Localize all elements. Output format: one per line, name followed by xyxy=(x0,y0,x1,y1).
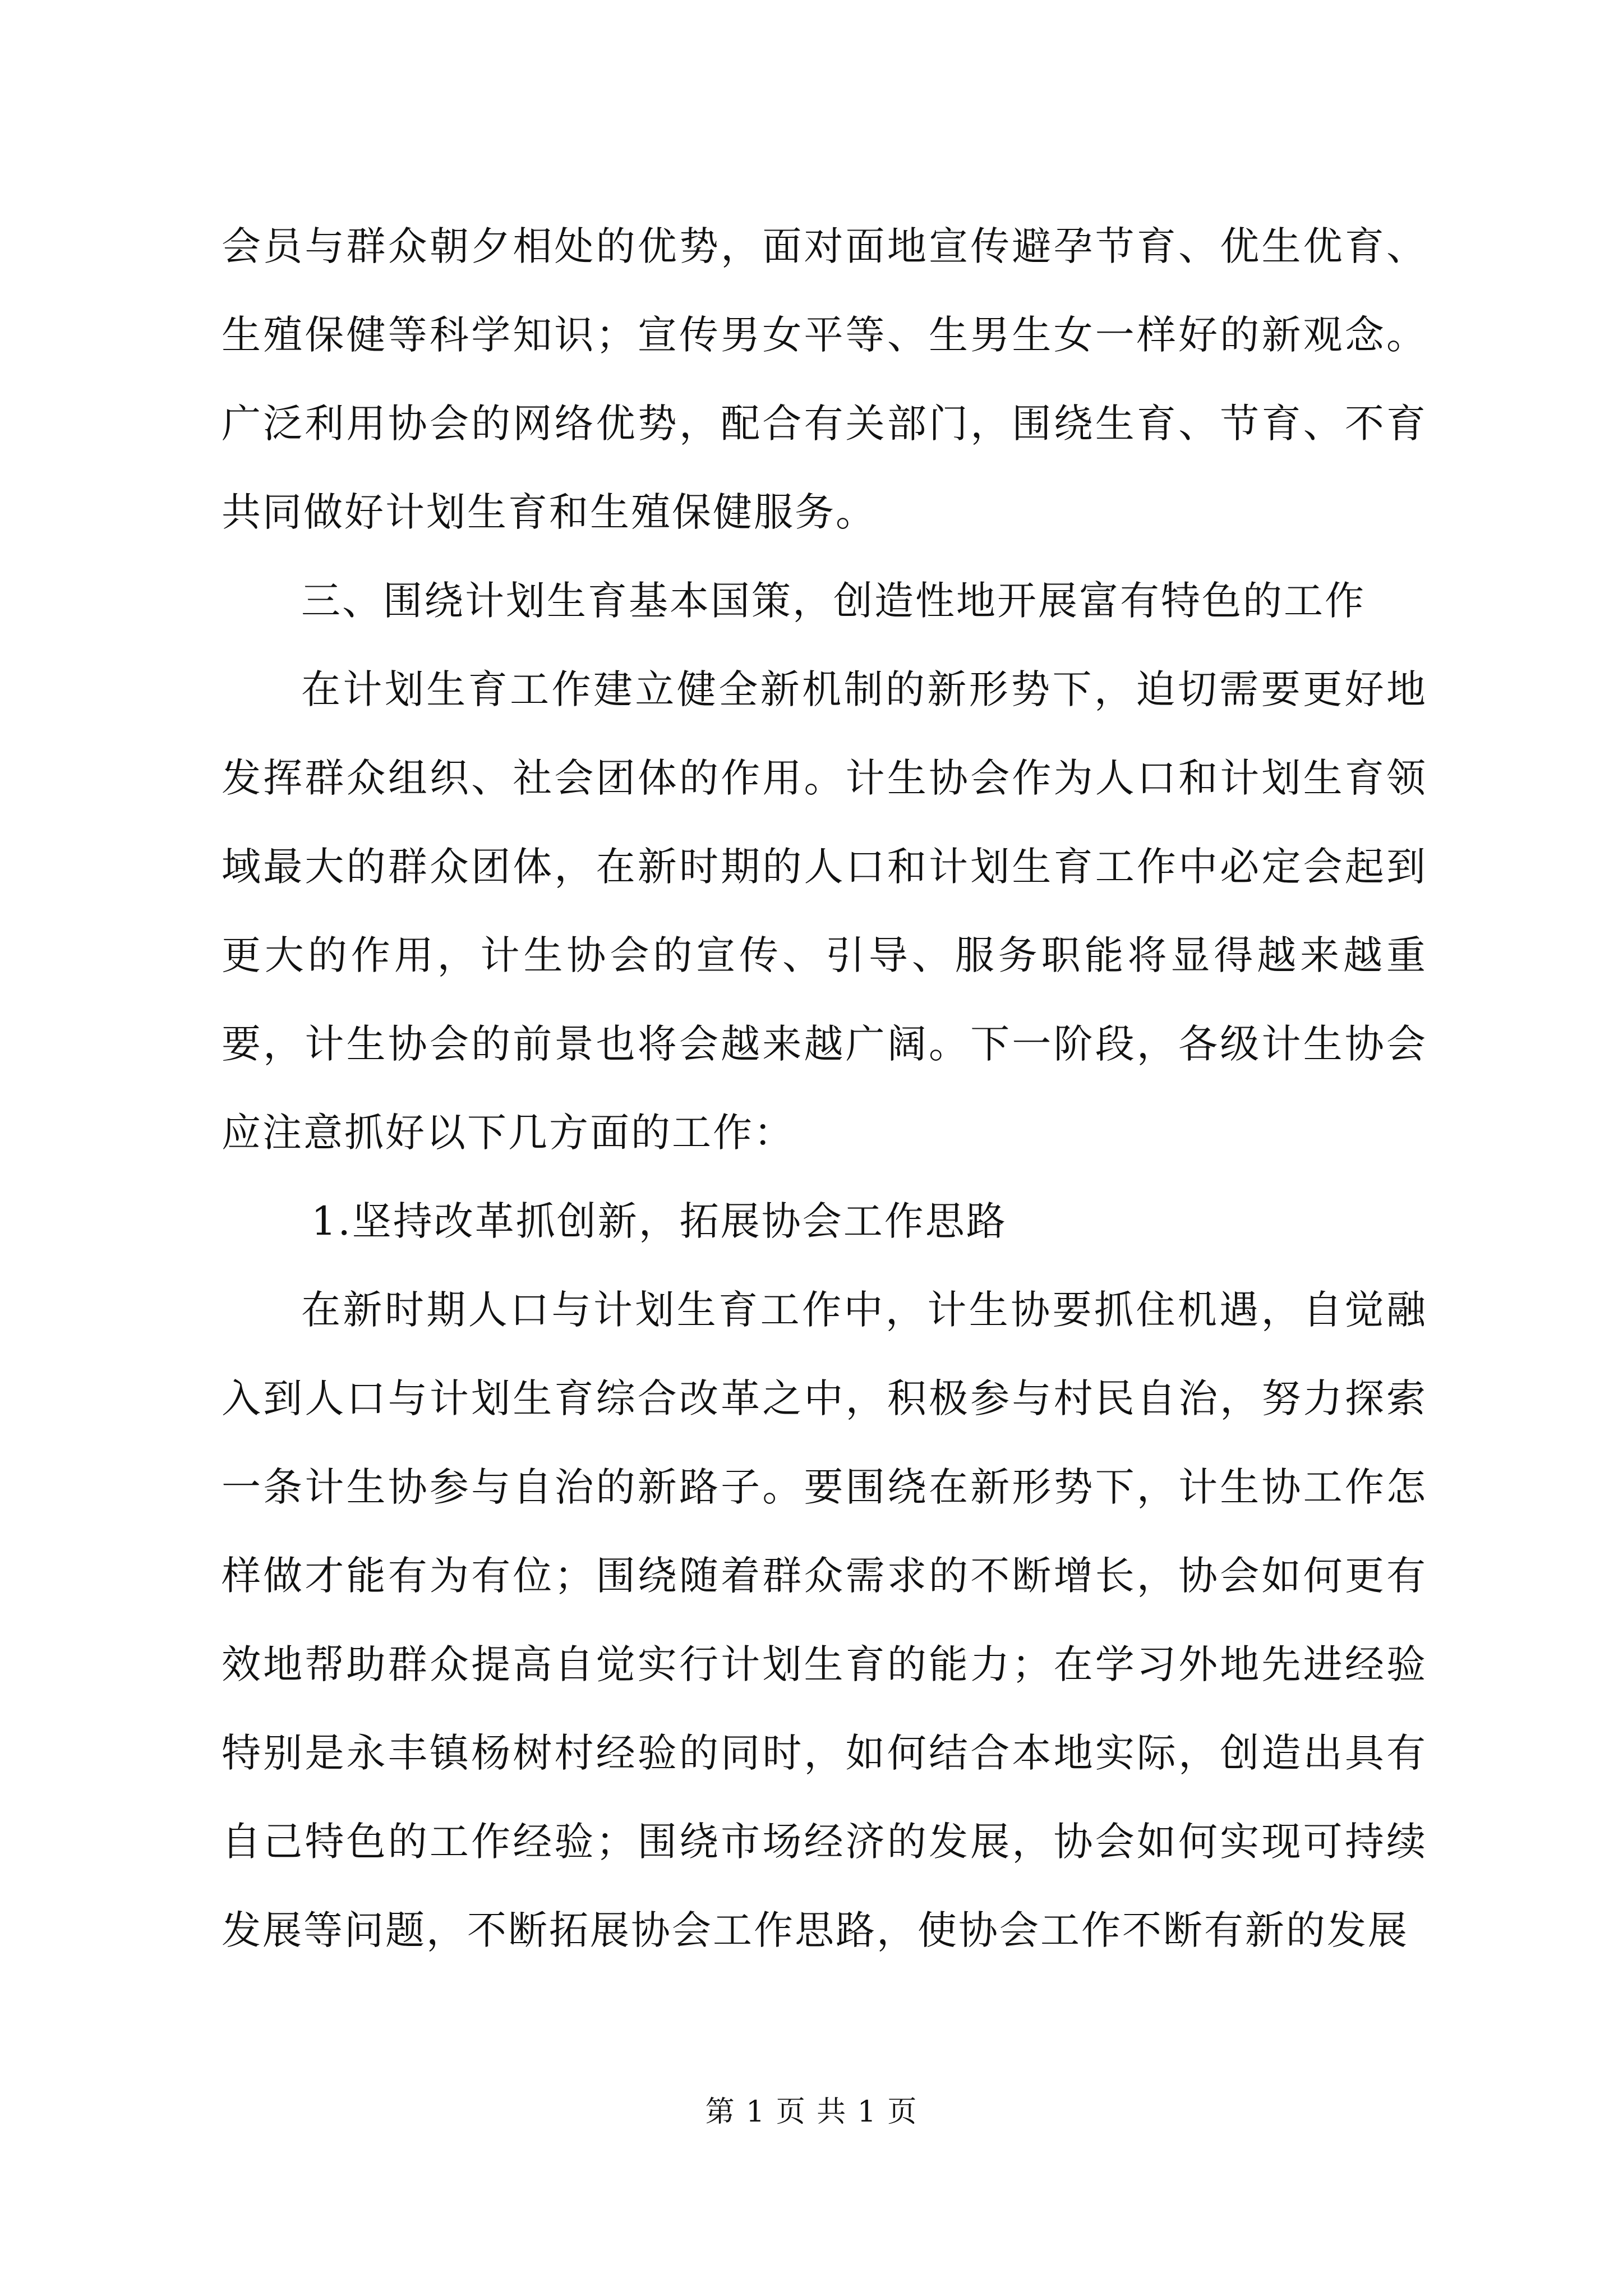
section-heading: 三、围绕计划生育基本国策，创造性地开展富有特色的工作 xyxy=(301,578,1366,624)
page-footer xyxy=(0,2092,1623,2132)
page-number-label: 第 1 页 共 1 页 xyxy=(705,2095,918,2129)
document-body xyxy=(222,202,1427,1975)
subsection-heading: 1.坚持改革抓创新，拓展协会工作思路 xyxy=(311,1198,1007,1244)
paragraph-body: 在计划生育工作建立健全新机制的新形势下，迫切需要更好地发挥群众组织、社会团体的作用。计生协会作为人口和计划生育领域最大的群众团体，在新时期的人口和计划生育工作中必定会起到更大的作用，计生协会的宣传、引导、服务职能将显得越来越重要，计生协会的前景也将会越来越广阔。下一阶段，各级计生协会应注意抓好以下几方面的工作： xyxy=(222,666,1427,1156)
paragraph-body: 在新时期人口与计划生育工作中，计生协要抓住机遇，自觉融入到人口与计划生育综合改革之中，积极参与村民自治，努力探索一条计生协参与自治的新路子。要围绕在新形势下，计生协工作怎样做才能有为有位；围绕随着群众需求的不断增长，协会如何更有效地帮助群众提高自觉实行计划生育的能力；在学习外地先进经验特别是永丰镇杨树村经验的同时，如何结合本地实际，创造出具有自己特色的工作经验；围绕市场经济的发展，协会如何实现可持续发展等问题，不断拓展协会工作思路，使协会工作不断有新的发展 xyxy=(222,1287,1427,1953)
paragraph-continuation: 会员与群众朝夕相处的优势，面对面地宣传避孕节育、优生优育、生殖保健等科学知识；宣传男女平等、生男生女一样好的新观念。广泛利用协会的网络优势，配合有关部门，围绕生育、节育、不育共同做好计划生育和生殖保健服务。 xyxy=(222,223,1427,535)
